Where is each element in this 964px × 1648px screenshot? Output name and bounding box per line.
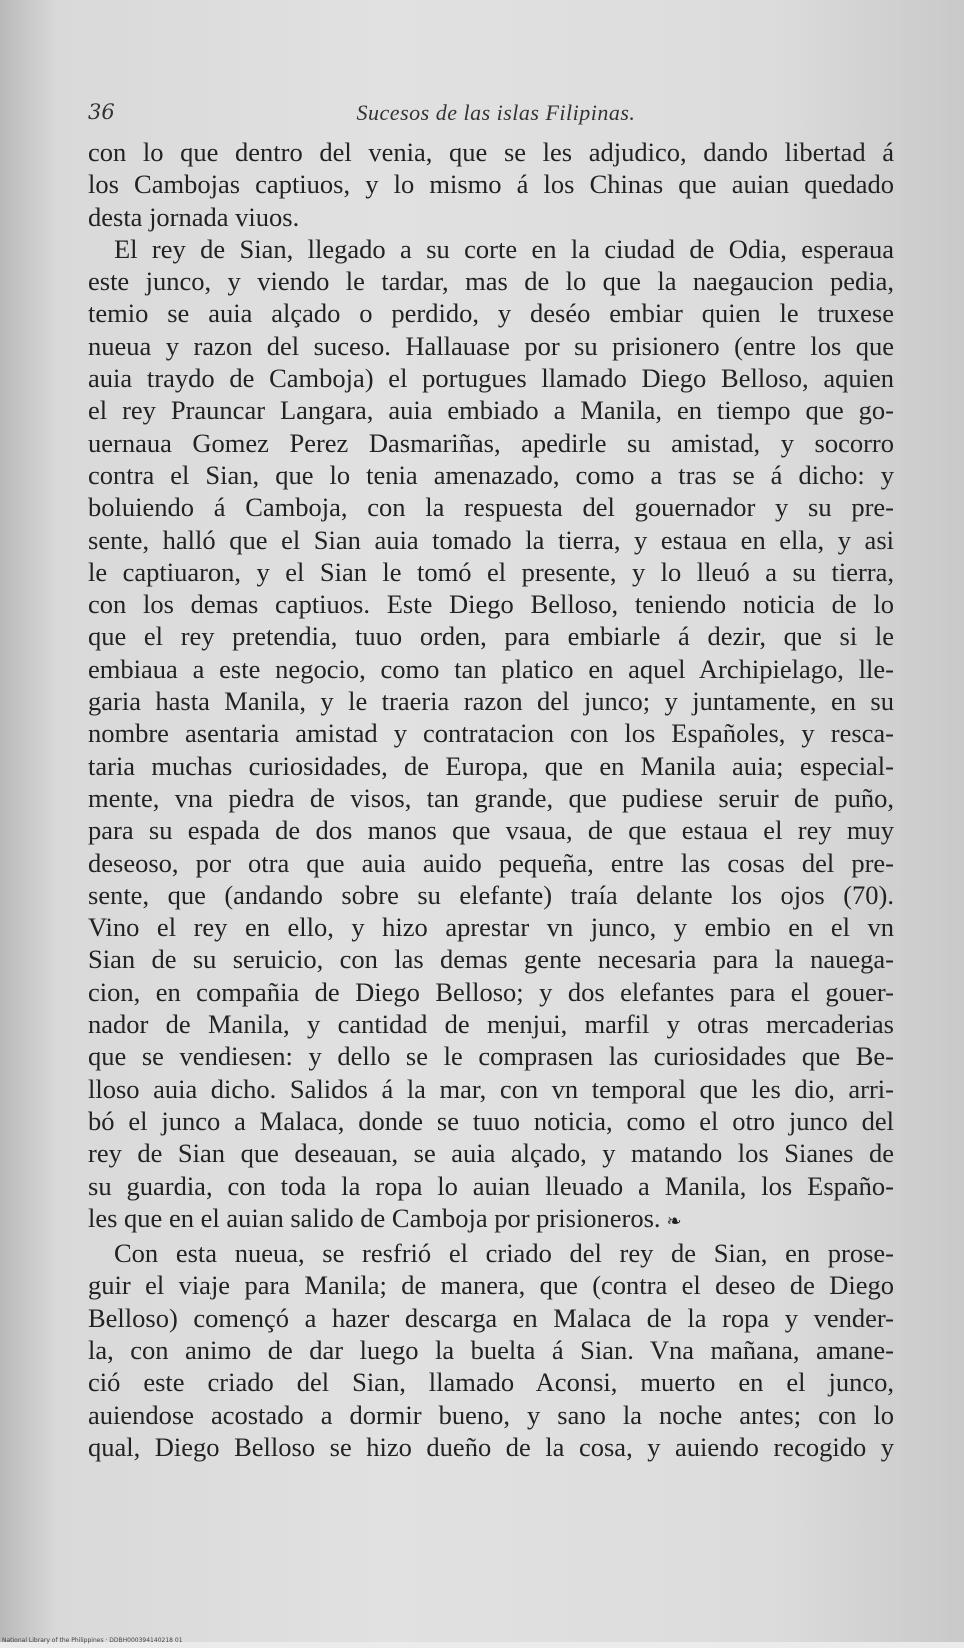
text-line: mente, vna piedra de visos, tan grande, que pudiese seruir de puño,: [88, 782, 894, 813]
running-title: Sucesos de las islas Filipinas.: [356, 100, 636, 125]
text-line: Con esta nueua, se resfrió el criado del rey de Sian, en prose-: [114, 1238, 894, 1269]
text-line: los Cambojas captiuos, y lo mismo á los Chinas que auian quedado: [88, 169, 894, 200]
text-line: sente, halló que el Sian auia tomado la tierra, y estaua en ella, y asi: [88, 524, 894, 555]
text-line: [88, 1202, 894, 1237]
text-line: su guardia, con toda la ropa lo auian lleuado a Manila, los Españo-: [88, 1170, 894, 1201]
text-line: nueua y razon del suceso. Hallauase por su prisionero (entre los que: [88, 330, 894, 361]
text-line: que el rey pretendia, tuuo orden, para embiarle á dezir, que si le: [88, 621, 894, 652]
text-line: cion, en compañia de Diego Belloso; y dos elefantes para el gouer-: [88, 976, 894, 1007]
text-line: rey de Sian que deseauan, se auia alçado, y matando los Sianes de: [88, 1138, 894, 1169]
text-line: boluiendo á Camboja, con la respuesta del gouernador y su pre-: [88, 492, 894, 523]
text-line: temio se auia alçado o perdido, y deséo embiar quien le truxese: [88, 298, 894, 329]
text-line: la, con animo de dar luego la buelta á Sian. Vna mañana, amane-: [88, 1334, 894, 1365]
fleuron-icon: ❧: [666, 1210, 682, 1231]
text-line: bó el junco a Malaca, donde se tuuo noticia, como el otro junco del: [88, 1105, 894, 1136]
text-line: para su espada de dos manos que vsaua, de que estaua el rey muy: [88, 815, 894, 846]
text-line: con los demas captiuos. Este Diego Belloso, teniendo noticia de lo: [88, 589, 894, 620]
text-line: El rey de Sian, llegado a su corte en la ciudad de Odia, esperaua: [114, 233, 894, 264]
text-line: lloso auia dicho. Salidos á la mar, con vn temporal que les dio, arri-: [88, 1073, 894, 1104]
text-line: taria muchas curiosidades, de Europa, que en Manila auia; especial-: [88, 750, 894, 781]
text-line: ció este criado del Sian, llamado Aconsi, muerto en el junco,: [88, 1367, 894, 1398]
text-line: guir el viaje para Manila; de manera, que (contra el deseo de Diego: [88, 1270, 894, 1301]
text-line: le captiuaron, y el Sian le tomó el presente, y lo lleuó a su tierra,: [88, 556, 894, 587]
text-line: uernaua Gomez Perez Dasmariñas, apedirle su amistad, y socorro: [88, 427, 894, 458]
text-line: garia hasta Manila, y le traeria razon del junco; y juntamente, en su: [88, 686, 894, 717]
page-number: 36: [88, 100, 115, 124]
text-line: auiendose acostado a dormir bueno, y sano la noche antes; con lo: [88, 1399, 894, 1430]
text-line: nador de Manila, y cantidad de menjui, marfil y otras mercaderias: [88, 1009, 894, 1040]
text-line: Sian de su seruicio, con las demas gente necesaria para la nauega-: [88, 944, 894, 975]
text-line: que se vendiesen: y dello se le comprasen las curiosidades que Be-: [88, 1041, 894, 1072]
text-line: Vino el rey en ello, y hizo aprestar vn junco, y embio en el vn: [88, 912, 894, 943]
text-line: nombre asentaria amistad y contratacion con los Españoles, y resca-: [88, 718, 894, 749]
text-line: el rey Prauncar Langara, auia embiado a Manila, en tiempo que go-: [88, 395, 894, 426]
scan-credit: National Library of the Philippines · DDBH000394140218 01: [2, 1637, 183, 1644]
text-line: contra el Sian, que lo tenia amenazado, como a tras se á dicho: y: [88, 459, 894, 490]
text-line: Belloso) començó a hazer descarga en Malaca de la ropa y vender-: [88, 1302, 894, 1333]
text-line: auia traydo de Camboja) el portugues llamado Diego Belloso, aquien: [88, 363, 894, 394]
text-line-content: les que en el auian salido de Camboja por prisioneros.: [88, 1202, 661, 1233]
text-line: con lo que dentro del venia, que se les adjudico, dando libertad á: [88, 137, 894, 167]
text-line: desta jornada viuos.: [88, 201, 300, 232]
text-line: este junco, y viendo le tardar, mas de lo que la naegaucion pedia,: [88, 266, 894, 297]
body-text: [88, 136, 894, 1463]
page-header: [88, 100, 904, 130]
text-line: qual, Diego Belloso se hizo dueño de la cosa, y auiendo recogido y: [88, 1431, 894, 1462]
text-line: embiaua a este negocio, como tan platico en aquel Archipielago, lle-: [88, 653, 894, 684]
text-line: sente, que (andando sobre su elefante) traía delante los ojos (70).: [88, 879, 894, 910]
text-line: deseoso, por otra que auia auido pequeña, entre las cosas del pre-: [88, 847, 894, 878]
